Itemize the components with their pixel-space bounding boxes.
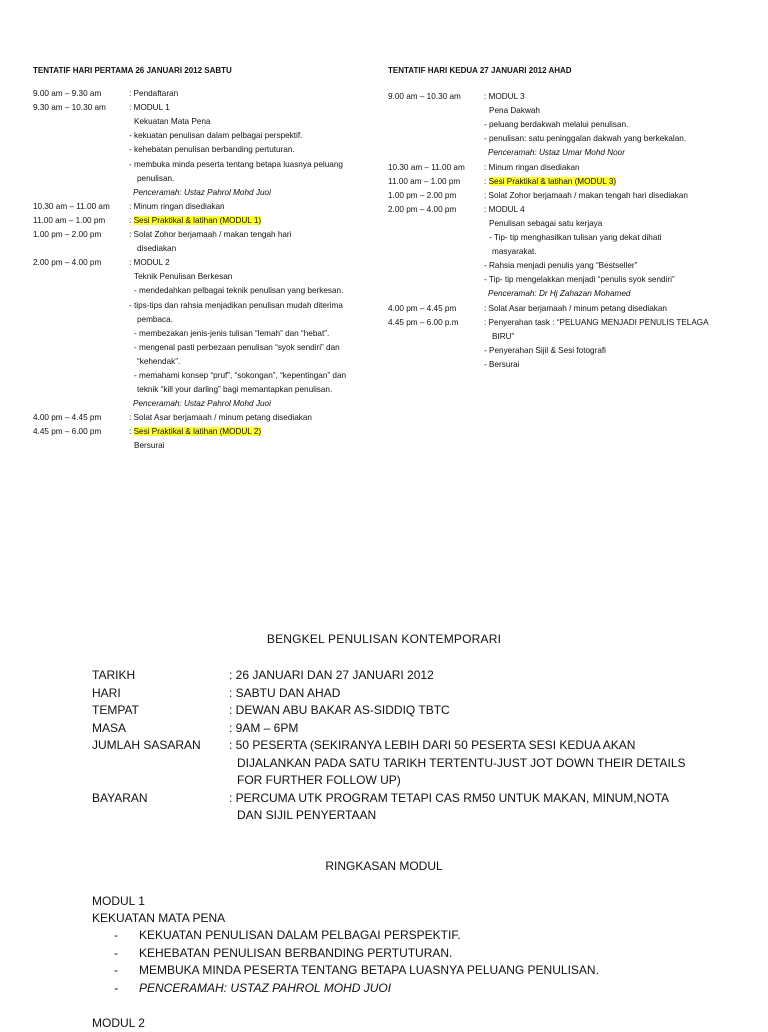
highlight-practical-session: Sesi Praktikal & latihan (MODUL 2) (133, 427, 262, 437)
schedule-row (33, 101, 378, 200)
field-value-cont: DIJALANKAN PADA SATU TARIKH TERTENTU-JUST JOT DOWN THEIR DETAILS (237, 755, 686, 770)
module-point: - penulisan: satu peninggalan dakwah yang berkekalan. (484, 134, 687, 144)
bullet-dash: - (114, 980, 118, 995)
field-label: MASA (92, 720, 127, 735)
time-slot: 10.30 am – 11.00 am (388, 162, 465, 172)
time-slot: 9.00 am – 9.30 am (33, 89, 102, 99)
list-item-text: KEKUATAN PENULISAN DALAM PELBAGAI PERSPEKTIF. (139, 928, 461, 943)
colon-prefix: : (129, 215, 134, 225)
day1-schedule (33, 64, 378, 454)
schedule-row (388, 90, 738, 160)
field-value: : 9AM – 6PM (229, 720, 299, 735)
module-point: - membuka minda peserta tentang betapa luasnya peluang (129, 159, 343, 169)
closing-point: - Penyerahan Sijil & Sesi fotografi (484, 345, 606, 355)
day2-schedule (388, 64, 738, 372)
time-slot: 4.45 pm – 6.00 pm (33, 427, 102, 437)
activity-text: : Pendaftaran (129, 89, 179, 99)
activity-text: : MODUL 3 (484, 92, 525, 102)
field-value: : SABTU DAN AHAD (229, 685, 341, 700)
activity-text: : Minum ringan disediakan (484, 162, 580, 172)
activity-text-cont: disediakan (137, 244, 177, 254)
field-row (92, 667, 732, 685)
time-slot: 9.30 am – 10.30 am (33, 103, 106, 113)
module-point-cont: penulisan. (137, 173, 175, 183)
module-name: Kekuatan Mata Pena (134, 117, 211, 127)
bullet-dash: - (114, 963, 118, 978)
time-slot: 10.30 am – 11.00 am (33, 201, 110, 211)
time-slot: 2.00 pm – 4.00 pm (388, 204, 457, 214)
activity-text: : MODUL 1 (129, 103, 170, 113)
list-item-text: MEMBUKA MINDA PESERTA TENTANG BETAPA LUASNYA PELUANG PENULISAN. (139, 963, 599, 978)
activity-text: : Solat Zohor berjamaah / makan tengah hari disediakan (484, 190, 688, 200)
schedule-row (33, 228, 378, 256)
module-point: - memahami konsep “pruf”, “sokongan”, “kepentingan” dan (134, 370, 347, 380)
time-slot: 4.45 pm – 6.00 p.m (388, 317, 459, 327)
schedule-row (33, 214, 378, 228)
speaker-text: Penceramah: Ustaz Umar Mohd Noor (488, 148, 625, 158)
module-point: - tips-tips dan rahsia menjadikan penulisan mudah diterima (129, 300, 343, 310)
time-slot: 1.00 pm – 2.00 pm (33, 230, 102, 240)
time-slot: 2.00 pm – 4.00 pm (33, 258, 102, 268)
colon-prefix: : (484, 176, 489, 186)
list-item (92, 945, 732, 962)
field-row (92, 720, 732, 738)
module-point: - Tip- tip menghasilkan tulisan yang dekat dihati (489, 233, 662, 243)
workshop-title: BENGKEL PENULISAN KONTEMPORARI (266, 632, 502, 646)
day1-title: TENTATIF HARI PERTAMA 26 JANUARI 2012 SABTU (33, 66, 232, 75)
activity-text: : Solat Asar berjamaah / minum petang disediakan (129, 413, 312, 423)
colon-prefix: : (129, 427, 134, 437)
schedule-row (388, 302, 738, 316)
schedule-row (388, 316, 738, 372)
list-item (92, 980, 732, 997)
module-name: Teknik Penulisan Berkesan (134, 272, 233, 282)
activity-text: : Penyerahan task : “PELUANG MENJADI PENULIS TELAGA (484, 317, 709, 327)
summary-title: RINGKASAN MODUL (325, 858, 443, 873)
field-row (92, 702, 732, 720)
module-point: - mengenal pasti perbezaan penulisan “syok sendiri” dan (134, 342, 340, 352)
field-row (92, 790, 732, 825)
closing-point: - Bersurai (484, 359, 520, 369)
activity-text-cont: BIRU” (492, 331, 515, 341)
time-slot: 4.00 pm – 4.45 pm (388, 303, 457, 313)
day2-title: TENTATIF HARI KEDUA 27 JANUARI 2012 AHAD (388, 66, 572, 75)
activity-text: : MODUL 4 (484, 204, 525, 214)
schedule-row (33, 411, 378, 425)
field-row (92, 737, 732, 790)
schedule-row (388, 175, 738, 189)
time-slot: 11.00 am – 1.00 pm (388, 176, 461, 186)
field-value: : 26 JANUARI DAN 27 JANUARI 2012 (229, 668, 434, 682)
field-value-cont: DAN SIJIL PENYERTAAN (237, 808, 377, 822)
field-value: : 50 PESERTA (SEKIRANYA LEBIH DARI 50 PESERTA SESI KEDUA AKAN (229, 738, 636, 752)
module-2-title: MODUL 2 (92, 1015, 145, 1030)
activity-text: : MODUL 2 (129, 258, 170, 268)
field-value: : DEWAN ABU BAKAR AS-SIDDIQ TBTC (229, 703, 450, 717)
schedule-row (388, 203, 738, 302)
time-slot: 4.00 pm – 4.45 pm (33, 413, 102, 423)
speaker-text: Penceramah: Ustaz Pahrol Mohd Juoi (133, 399, 271, 409)
module-point: - Tip- tip mengelakkan menjadi “penulis syok sendiri” (484, 275, 675, 285)
list-item-text: KEHEBATAN PENULISAN BERBANDING PERTUTURAN. (139, 945, 453, 960)
module-point: - mendedahkan pelbagai teknik penulisan yang berkesan. (134, 286, 344, 296)
time-slot: 11.00 am – 1.00 pm (33, 215, 106, 225)
module-point-cont: masyarakat. (492, 247, 537, 257)
speaker-text: PENCERAMAH: USTAZ PAHROL MOHD JUOI (139, 980, 392, 995)
speaker-text: Penceramah: Ustaz Pahrol Mohd Juoi (133, 187, 271, 197)
module-point: - peluang berdakwah melalui penulisan. (484, 120, 629, 130)
field-value-cont: FOR FURTHER FOLLOW UP) (237, 773, 401, 787)
highlight-practical-session: Sesi Praktikal & latihan (MODUL 1) (133, 215, 262, 225)
schedule-row (33, 87, 378, 101)
highlight-practical-session: Sesi Praktikal & latihan (MODUL 3) (488, 176, 617, 186)
workshop-details (92, 632, 732, 1032)
module-name: Penulisan sebagai satu kerjaya (489, 218, 603, 228)
schedule-row (33, 200, 378, 214)
module-point-cont: “kehendak”. (137, 356, 181, 366)
activity-text: : Solat Asar berjamaah / minum petang disediakan (484, 303, 667, 313)
module-point: - kekuatan penulisan dalam pelbagai perspektif. (129, 131, 303, 141)
speaker-text: Penceramah: Dr Hj Zahazan Mohamed (488, 289, 631, 299)
module-name: Pena Dakwah (489, 106, 540, 116)
time-slot: 9.00 am – 10.30 am (388, 92, 461, 102)
field-label: JUMLAH SASARAN (92, 738, 201, 752)
module-point: - kehebatan penulisan berbanding pertuturan. (129, 145, 295, 155)
schedule-row (388, 161, 738, 175)
closing-text: Bersurai (134, 441, 165, 451)
module-point-cont: teknik “kill your darling” bagi memantapkan penulisan. (137, 385, 333, 395)
module-point-cont: pembaca. (137, 314, 173, 324)
field-label: TARIKH (92, 668, 136, 682)
module-point: - membezakan jenis-jenis tulisan “lemah” dan “hebat”. (134, 328, 330, 338)
time-slot: 1.00 pm – 2.00 pm (388, 190, 457, 200)
bullet-dash: - (114, 928, 118, 943)
field-row (92, 685, 732, 703)
activity-text: : Solat Zohor berjamaah / makan tengah hari (129, 230, 292, 240)
activity-text: : Minum ringan disediakan (129, 201, 225, 211)
module-1-name: KEKUATAN MATA PENA (92, 910, 226, 925)
list-item (92, 927, 732, 944)
schedule-row (388, 189, 738, 203)
module-1-title: MODUL 1 (92, 893, 145, 908)
module-point: - Rahsia menjadi penulis yang “Bestseller” (484, 261, 638, 271)
field-value: : PERCUMA UTK PROGRAM TETAPI CAS RM50 UNTUK MAKAN, MINUM,NOTA (229, 790, 670, 805)
schedule-row (33, 256, 378, 411)
field-label: HARI (92, 685, 121, 700)
field-label: BAYARAN (92, 790, 148, 805)
list-item (92, 962, 732, 979)
bullet-dash: - (114, 945, 118, 960)
field-label: TEMPAT (92, 703, 139, 717)
schedule-row (33, 425, 378, 453)
